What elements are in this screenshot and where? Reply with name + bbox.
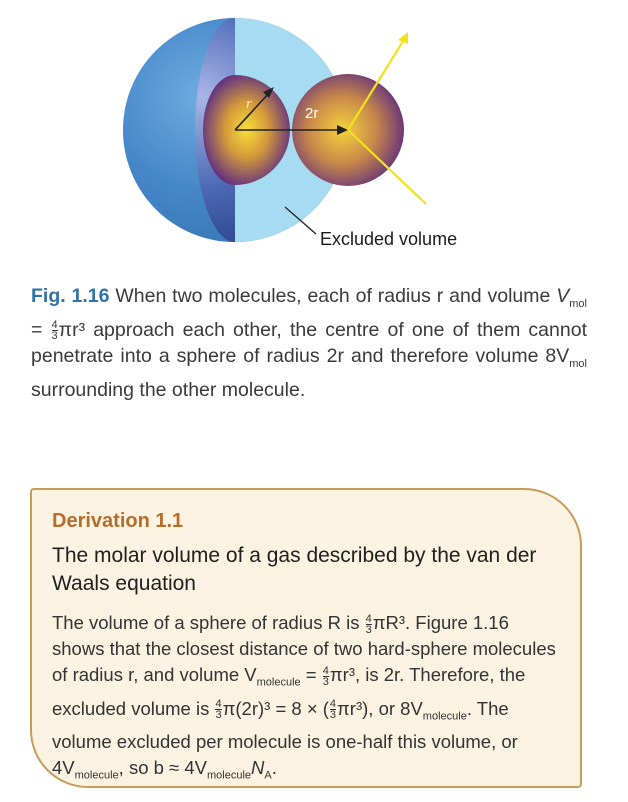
distance-label: 2r bbox=[305, 105, 319, 122]
frac-num: 4 bbox=[329, 698, 337, 711]
caption-v: V bbox=[556, 285, 570, 307]
derivation-body bbox=[52, 610, 558, 789]
frac-den: 3 bbox=[329, 709, 337, 722]
frac-den: 3 bbox=[322, 675, 329, 688]
caption-fraction bbox=[52, 320, 58, 341]
frac-den: 3 bbox=[51, 330, 58, 343]
body-sub-4: molecule bbox=[206, 770, 252, 783]
frac-num: 4 bbox=[322, 664, 329, 677]
body-5: π(2r)³ = 8 × ( bbox=[222, 697, 329, 719]
frac-num: 4 bbox=[215, 698, 222, 711]
body-3: = bbox=[300, 664, 322, 685]
body-n: N bbox=[251, 757, 265, 779]
body-end: . bbox=[271, 757, 277, 779]
body-frac-3 bbox=[215, 699, 221, 720]
body-sub-2: molecule bbox=[422, 710, 467, 723]
body-8: , so b ≈ 4V bbox=[118, 757, 207, 779]
radius-label: r bbox=[246, 96, 252, 112]
derivation-title: The molar volume of a gas described by the van der Waals equation bbox=[52, 544, 537, 595]
figure-caption bbox=[31, 283, 587, 403]
body-7: . The volume excluded per molecule is one-half this volume, or 4V bbox=[52, 697, 518, 779]
body-sub-1: molecule bbox=[256, 676, 301, 689]
frac-num: 4 bbox=[51, 319, 58, 332]
body-frac-2 bbox=[323, 666, 329, 687]
excluded-volume-figure bbox=[0, 0, 628, 270]
body-1: The volume of a sphere of radius R is bbox=[52, 612, 365, 633]
caption-eq: = bbox=[31, 318, 51, 341]
derivation-box bbox=[30, 488, 582, 788]
caption-v-sub: mol bbox=[569, 297, 587, 310]
body-4: πr³, is 2r. Therefore, the excluded volume is bbox=[52, 664, 526, 719]
body-frac-1 bbox=[366, 614, 372, 635]
caption-sub-2: mol bbox=[569, 357, 587, 370]
body-frac-4 bbox=[330, 699, 336, 720]
frac-den: 3 bbox=[365, 623, 372, 636]
frac-den: 3 bbox=[215, 709, 222, 722]
derivation-number: Derivation 1.1 bbox=[52, 510, 184, 532]
body-sub-5: A bbox=[264, 770, 272, 783]
body-6: πr³), or 8V bbox=[337, 697, 423, 719]
caption-text-1: When two molecules, each of radius r and volume bbox=[115, 285, 551, 307]
figure-number: Fig. 1.16 bbox=[31, 285, 110, 307]
excluded-volume-label: Excluded volume bbox=[320, 229, 458, 249]
body-2: πR³. Figure 1.16 shows that the closest distance of two hard-sphere molecules of radius r, and volume V bbox=[52, 612, 556, 685]
caption-text-5: surrounding the other molecule. bbox=[31, 378, 306, 401]
body-sub-3: molecule bbox=[74, 770, 119, 783]
frac-num: 4 bbox=[365, 612, 372, 625]
caption-text-3: πr³ approach each other, the centre of one of them cannot penetrate into a sphere of radius 2r and therefore volume 8V bbox=[31, 318, 587, 367]
